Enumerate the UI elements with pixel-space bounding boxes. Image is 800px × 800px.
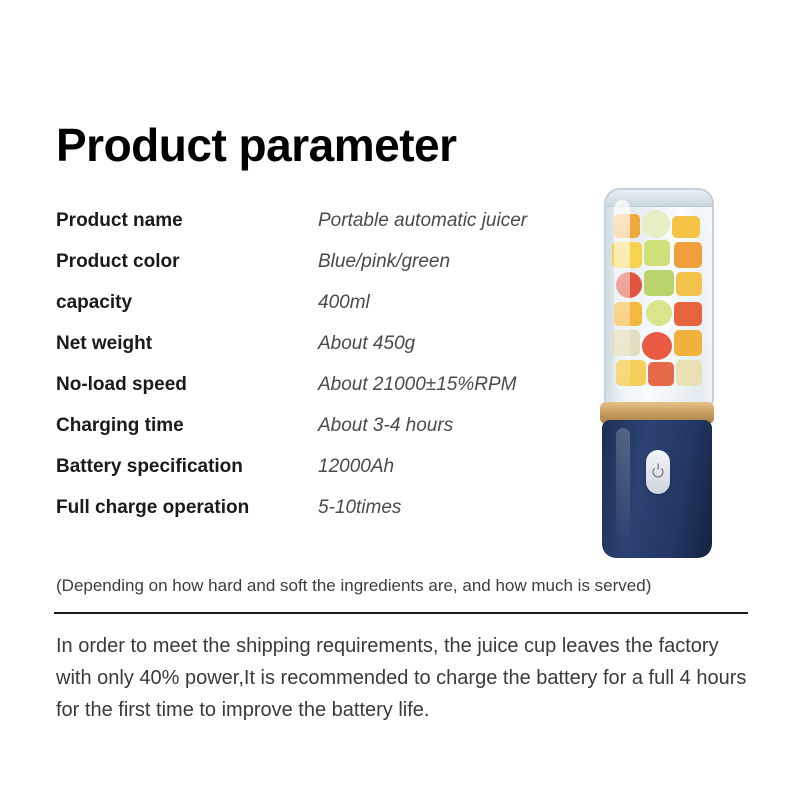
spec-label: Product color [56,251,180,272]
juicer-jar [604,188,714,410]
fruit-piece [676,272,702,296]
base-shine [616,428,630,538]
shipping-note-paragraph: In order to meet the shipping requirements, the juice cup leaves the factory with only 40% power,It is recommended to charge the battery for a full 4 hours for the first time to improve the battery life. [56,635,747,721]
fruit-piece [672,216,700,238]
table-row [56,497,596,538]
spec-value: Blue/pink/green [318,251,451,272]
spec-value: 12000Ah [318,456,395,477]
fruit-piece [674,242,702,268]
page-title: Product parameter [56,119,457,171]
spec-value: 400ml [318,292,370,313]
spec-value: About 450g [318,333,416,354]
fruit-piece [648,362,674,386]
spec-table [56,210,596,538]
jar-gloss [614,200,630,390]
spec-label: Charging time [56,415,184,436]
fruit-piece [674,302,702,326]
power-glyph-icon [653,467,664,478]
spec-label: No-load speed [56,374,187,395]
note-text: (Depending on how hard and soft the ingredients are, and how much is served) [56,576,652,595]
spec-value: About 3-4 hours [318,415,454,436]
spec-value: Portable automatic juicer [318,210,528,231]
spec-label: Battery specification [56,456,243,477]
table-row [56,456,596,497]
fruit-piece [674,330,702,356]
table-row [56,415,596,456]
fruit-piece [646,300,672,326]
spec-label: capacity [56,292,133,313]
spec-label: Full charge operation [56,497,250,518]
table-row [56,210,596,251]
fruit-piece [676,360,702,386]
power-button-icon [646,450,670,494]
spec-value: 5-10times [318,497,402,518]
table-row [56,251,596,292]
spec-label: Net weight [56,333,153,354]
fruit-piece [644,240,670,266]
product-image [592,188,722,560]
juicer-base [602,420,712,558]
divider [54,612,748,614]
fruit-piece [642,332,672,360]
fruit-piece [642,210,670,238]
spec-value: About 21000±15%RPM [318,374,517,395]
table-row [56,374,596,415]
fruit-piece [644,270,674,296]
table-row [56,333,596,374]
table-row [56,292,596,333]
spec-label: Product name [56,210,183,231]
